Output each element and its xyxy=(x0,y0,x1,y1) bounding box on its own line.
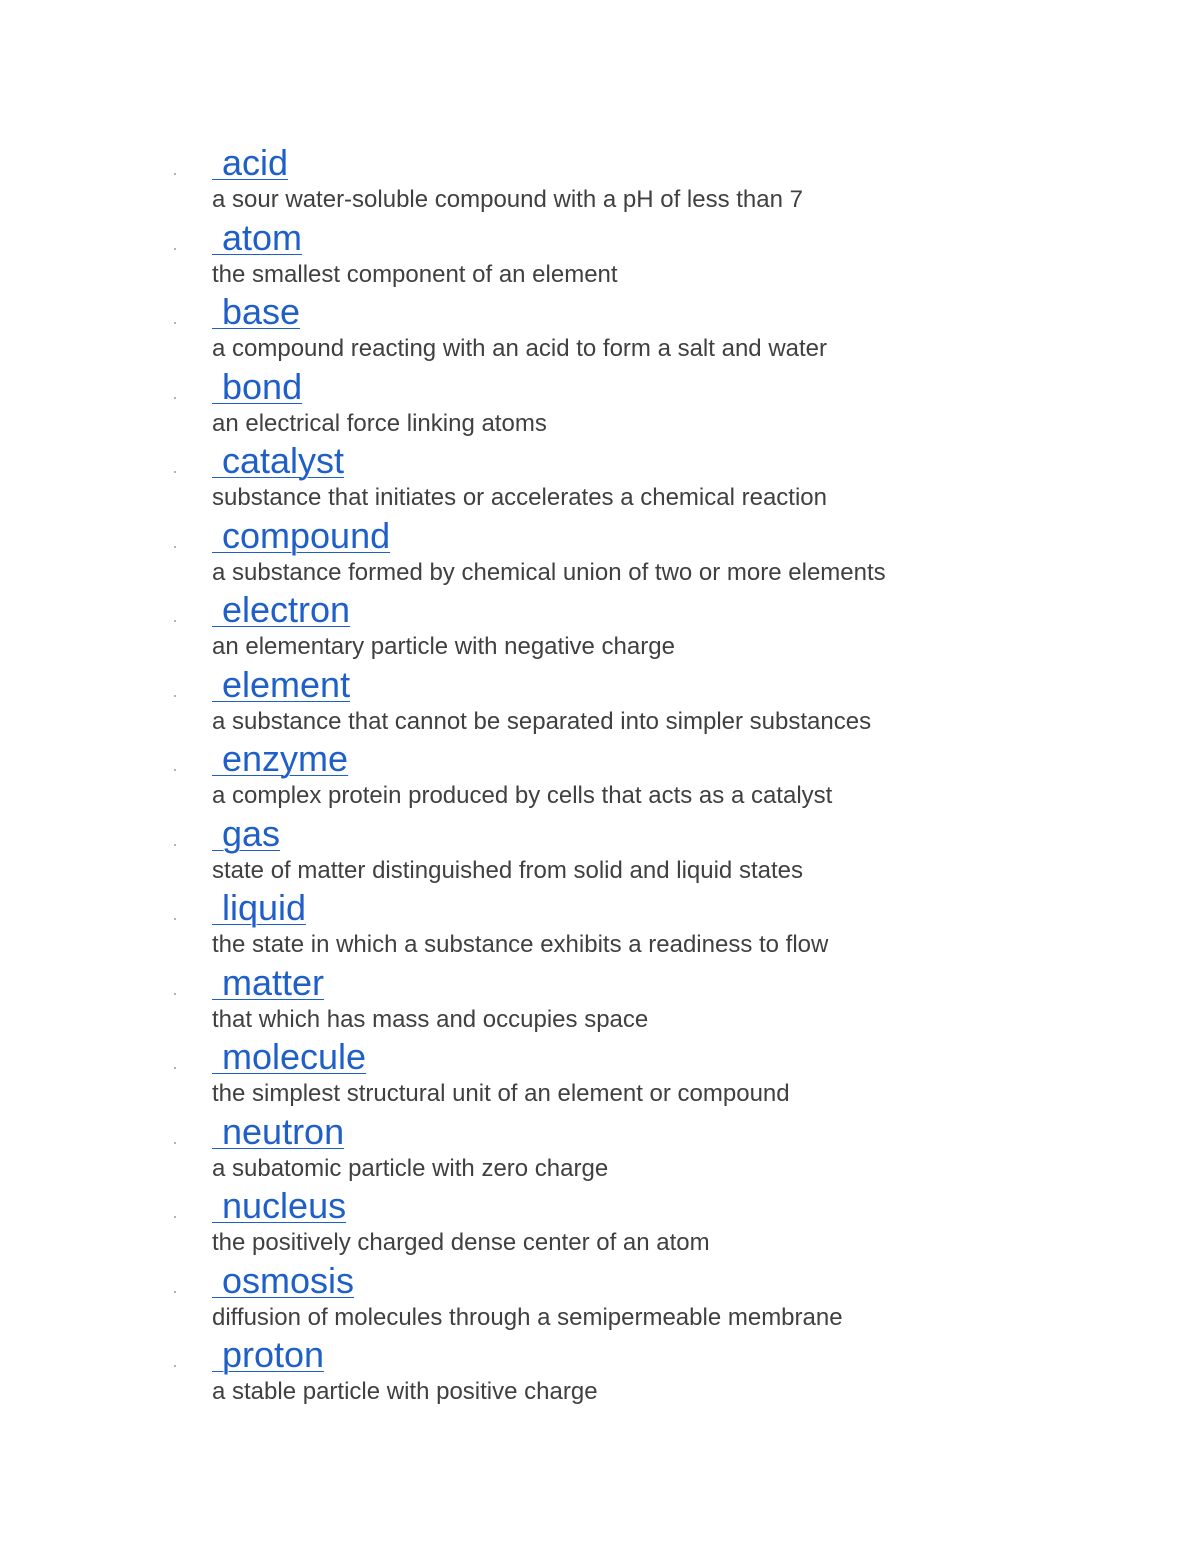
bullet-dot-icon xyxy=(174,1067,176,1069)
bullet-dot-icon xyxy=(174,695,176,697)
glossary-entry-element xyxy=(170,665,1070,740)
glossary-entry-electron xyxy=(170,590,1070,665)
term-definition: the smallest component of an element xyxy=(212,260,618,288)
bullet-dot-icon xyxy=(174,620,176,622)
bullet-dot-icon xyxy=(174,1142,176,1144)
glossary-entry-catalyst xyxy=(170,441,1070,516)
term-link-base[interactable]: base xyxy=(212,291,301,332)
glossary-entry-bond xyxy=(170,367,1070,442)
term-definition: a complex protein produced by cells that acts as a catalyst xyxy=(212,782,833,809)
term-definition: a sour water-soluble compound with a pH of less than 7 xyxy=(212,186,803,213)
bullet-dot-icon xyxy=(174,173,176,175)
term-definition: a stable particle with positive charge xyxy=(212,1378,598,1405)
term-definition: substance that initiates or accelerates a chemical reaction xyxy=(212,484,827,511)
glossary-entry-compound xyxy=(170,516,1070,591)
bullet-dot-icon xyxy=(174,844,176,846)
glossary-entry-enzyme xyxy=(170,739,1070,814)
term-definition: that which has mass and occupies space xyxy=(212,1005,649,1033)
glossary-entry-molecule xyxy=(170,1037,1070,1112)
bullet-dot-icon xyxy=(174,1216,176,1218)
glossary-entry-base xyxy=(170,292,1070,367)
term-link-electron[interactable]: electron xyxy=(212,589,351,630)
term-link-atom[interactable]: atom xyxy=(212,216,303,258)
glossary-entry-proton xyxy=(170,1335,1070,1410)
glossary-entry-atom xyxy=(170,218,1070,293)
term-link-gas[interactable]: gas xyxy=(212,812,281,854)
term-definition: the positively charged dense center of an atom xyxy=(212,1229,710,1256)
term-link-liquid[interactable]: liquid xyxy=(212,887,307,928)
term-link-enzyme[interactable]: enzyme xyxy=(212,738,349,779)
bullet-dot-icon xyxy=(174,471,176,473)
term-link-matter[interactable]: matter xyxy=(212,961,325,1003)
term-link-nucleus[interactable]: nucleus xyxy=(212,1185,347,1226)
bullet-dot-icon xyxy=(174,1291,176,1293)
bullet-dot-icon xyxy=(174,918,176,920)
term-definition: diffusion of molecules through a semipermeable membrane xyxy=(212,1303,843,1331)
term-link-catalyst[interactable]: catalyst xyxy=(212,440,345,481)
bullet-dot-icon xyxy=(174,993,176,995)
bullet-dot-icon xyxy=(174,1365,176,1367)
term-definition: the state in which a substance exhibits a readiness to flow xyxy=(212,931,829,958)
term-link-molecule[interactable]: molecule xyxy=(212,1036,367,1077)
bullet-dot-icon xyxy=(174,546,176,548)
term-link-bond[interactable]: bond xyxy=(212,365,303,407)
term-link-compound[interactable]: compound xyxy=(212,514,391,556)
bullet-dot-icon xyxy=(174,322,176,324)
bullet-dot-icon xyxy=(174,769,176,771)
term-definition: a substance that cannot be separated into simpler substances xyxy=(212,707,872,735)
glossary-entry-matter xyxy=(170,963,1070,1038)
term-definition: the simplest structural unit of an element or compound xyxy=(212,1080,790,1107)
glossary-entry-neutron xyxy=(170,1112,1070,1187)
glossary-entry-gas xyxy=(170,814,1070,889)
term-link-proton[interactable]: proton xyxy=(212,1334,325,1375)
term-definition: a subatomic particle with zero charge xyxy=(212,1154,609,1182)
term-definition: state of matter distinguished from solid and liquid states xyxy=(212,856,803,884)
term-link-osmosis[interactable]: osmosis xyxy=(212,1259,355,1301)
glossary-list xyxy=(170,143,1070,1410)
glossary-entry-liquid xyxy=(170,888,1070,963)
term-definition: a substance formed by chemical union of two or more elements xyxy=(212,558,886,586)
glossary-entry-osmosis xyxy=(170,1261,1070,1336)
glossary-entry-acid xyxy=(170,143,1070,218)
term-link-neutron[interactable]: neutron xyxy=(212,1110,345,1152)
term-definition: an electrical force linking atoms xyxy=(212,409,547,437)
bullet-dot-icon xyxy=(174,248,176,250)
term-definition: a compound reacting with an acid to form a salt and water xyxy=(212,335,827,362)
term-definition: an elementary particle with negative charge xyxy=(212,633,675,660)
bullet-dot-icon xyxy=(174,397,176,399)
term-link-element[interactable]: element xyxy=(212,663,351,705)
glossary-entry-nucleus xyxy=(170,1186,1070,1261)
term-link-acid[interactable]: acid xyxy=(212,142,289,183)
